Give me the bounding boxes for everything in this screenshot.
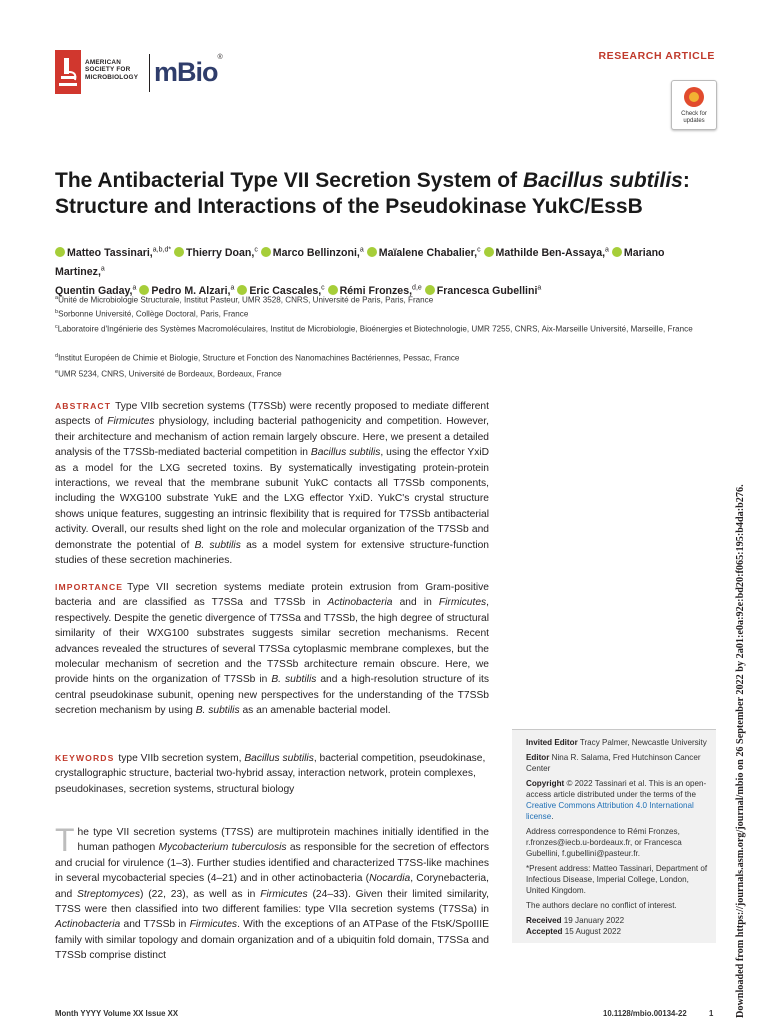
journal-name: mBio® bbox=[154, 54, 222, 87]
keywords-label: KEYWORDS bbox=[55, 753, 115, 763]
footer-issue: Month YYYY Volume XX Issue XX bbox=[55, 1009, 179, 1018]
journal-logo bbox=[55, 50, 222, 96]
copyright: Copyright © 2022 Tassinari et al. This is an open-access article distributed under the terms of the Creative Commons Attribution 4.0 International license. bbox=[526, 779, 707, 821]
author[interactable]: Pedro M. Alzari,$^a$ bbox=[139, 285, 234, 297]
author[interactable]: Marco Bellinzoni,$^a$ bbox=[261, 247, 364, 259]
affiliation: $^d$Institut Européen de Chimie et Biologie, Structure et Fonction des Nanomachines Bactériennes, Pessac, France bbox=[55, 353, 460, 363]
orcid-icon[interactable] bbox=[367, 247, 377, 257]
page-number: 1 bbox=[709, 1009, 714, 1018]
download-notice: Downloaded from https://journals.asm.org/journal/mbio on 26 September 2022 by 2a01:e0a:92e:bd20:f065:195:b4da:b276. bbox=[735, 484, 746, 1018]
author[interactable]: Mariano Martinez,$^a$ bbox=[55, 246, 665, 278]
abstract-label: ABSTRACT bbox=[55, 401, 112, 411]
orcid-icon[interactable] bbox=[484, 247, 494, 257]
article-info-sidebar bbox=[512, 729, 716, 943]
author[interactable]: Quentin Gaday,$^a$ bbox=[55, 284, 137, 297]
author[interactable]: Eric Cascales,$^c$ bbox=[237, 285, 324, 297]
orcid-icon[interactable] bbox=[612, 247, 622, 257]
editor: Editor Nina R. Salama, Fred Hutchinson Cancer Center bbox=[526, 753, 701, 773]
footer-doi[interactable]: 10.1128/mbio.00134-22 bbox=[603, 1009, 687, 1018]
orcid-icon[interactable] bbox=[55, 247, 65, 257]
author[interactable]: Thierry Doan,$^c$ bbox=[174, 247, 258, 259]
orcid-icon[interactable] bbox=[261, 247, 271, 257]
accepted-date: Accepted 15 August 2022 bbox=[526, 927, 621, 936]
author[interactable]: Mathilde Ben-Assaya,$^a$ bbox=[484, 247, 609, 259]
keywords: KEYWORDS type VIIb secretion system, Bacillus subtilis, bacterial competition, pseudokinase, crystallographic structure, bacterial two-hybrid assay, interaction network, protein complexes, pseudokinases, secretion systems, structural biology bbox=[55, 753, 486, 795]
author-list bbox=[55, 242, 715, 299]
check-updates-label: Check for updates bbox=[681, 111, 707, 124]
asm-microscope-logo-icon bbox=[55, 50, 81, 94]
body-text: The type VII secretion systems (T7SS) are multiprotein machines initially identified in the human pathogen Mycobacterium tuberculosis as responsible for the secretion of effectors and crucial for virulence (1–3). Further studies identified and characterized T7SS-like machines in several mycobacterial species (4–21) and in other actinobacteria (Nocardia, Corynebacteria, and Streptomyces) (22, 23), as well as in Firmicutes (24–33). Given their limited similarity, T7SS were then classified into two different families: type VIIa secretion systems (T7SSa) in Actinobacteria and T7SSb in Firmicutes. With the exceptions of an ATPase of the FtsK/SpoIIIE family with similar topology and domain organization and of a ubiquitin fold domain, T7SSa and T7SSb comprise distinct bbox=[55, 822, 490, 962]
author[interactable]: Francesca Gubellini$^a$ bbox=[425, 285, 542, 297]
license-link[interactable]: Creative Commons Attribution 4.0 International license bbox=[526, 801, 694, 821]
affiliation: $^a$Unité de Microbiologie Structurale, Institut Pasteur, UMR 3528, CNRS, Université de Paris, Paris, France bbox=[55, 295, 434, 305]
article-type: RESEARCH ARTICLE bbox=[598, 50, 715, 62]
drop-cap: T bbox=[55, 822, 75, 858]
author[interactable]: Maïalene Chabalier,$^c$ bbox=[367, 247, 481, 259]
abstract: ABSTRACT Type VIIb secretion systems (T7SSb) were recently proposed to mediate different aspects of Firmicutes physiology, including bacterial pathogenicity and competition. However, their architecture and mechanism of action remain largely obscure. Here, we present a detailed analysis of the T7SSb-mediated bacterial competition in Bacillus subtilis, using the effector YxiD as a model for the LXG secreted toxins. By systematically investigating protein-protein interactions, we reveal that the membrane subunit YukC contacts all T7SSb components, including the WXG100 substrate YukE and the LXG effector YxiD. YukC's crystal structure shows unique features, suggesting an intrinsic flexibility that is required for T7SSb antibacterial activity. Overall, our results shed light on the role and molecular organization of the T7SSb and demonstrate the potential of B. subtilis as a model system for extensive structure-function studies of these secretion machineries. bbox=[55, 401, 490, 567]
check-for-updates-button[interactable] bbox=[671, 80, 717, 130]
correspondence: Address correspondence to Rémi Fronzes, r.fronzes@iecb.u-bordeaux.fr, or Francesca Gubellini, f.gubellini@pasteur.fr. bbox=[526, 827, 682, 858]
conflict-statement: The authors declare no conflict of interest. bbox=[526, 901, 677, 910]
received-date: Received 19 January 2022 bbox=[526, 916, 625, 925]
importance: IMPORTANCE Type VII secretion systems mediate protein extrusion from Gram-positive bacteria and are classified as T7SSa and T7SSb in Actinobacteria and in Firmicutes, respectively. Despite the genetic divergence of T7SSa and T7SSb, the high degree of structural similarity of their WXG100 substrates suggests similar secretion mechanisms. Recent advances revealed the structures of several T7SSa cytoplasmic membrane complexes, but the molecular mechanism of secretion and the T7SSb architecture remain obscure. Here, we provide hints on the organization of T7SSb in B. subtilis and a high-resolution structure of its central pseudokinase subunit, opening new perspectives for the understanding of the T7SSb secretion mechanism by using B. subtilis as an amenable bacterial model. bbox=[55, 582, 490, 717]
affiliation: $^e$UMR 5234, CNRS, Université de Bordeaux, Bordeaux, France bbox=[55, 369, 282, 379]
affiliation: $^c$Laboratoire d'Ingénierie des Systèmes Macromoléculaires, Institut de Microbiologie, Bioénergies et Biotechnologie, UMR 7255, CNRS, Aix-Marseille Université, Marseille, France bbox=[55, 324, 693, 334]
orcid-icon[interactable] bbox=[174, 247, 184, 257]
importance-label: IMPORTANCE bbox=[55, 582, 124, 592]
affiliation: $^b$Sorbonne Université, Collège Doctoral, Paris, France bbox=[55, 309, 249, 319]
society-name: AMERICAN SOCIETY FOR MICROBIOLOGY bbox=[85, 59, 139, 81]
logo-divider bbox=[149, 54, 150, 92]
author[interactable]: Rémi Fronzes,$^{d,e}$ bbox=[328, 285, 422, 297]
present-address: *Present address: Matteo Tassinari, Department of Infectious Disease, Imperial College, London, United Kingdom. bbox=[526, 864, 708, 895]
article-title: The Antibacterial Type VII Secretion System of Bacillus subtilis: Structure and Interactions of the Pseudokinase YukC/EssB bbox=[55, 169, 690, 218]
author[interactable]: Matteo Tassinari,$^{a,b,d*}$ bbox=[55, 247, 171, 259]
invited-editor: Invited Editor Tracy Palmer, Newcastle University bbox=[526, 738, 707, 747]
